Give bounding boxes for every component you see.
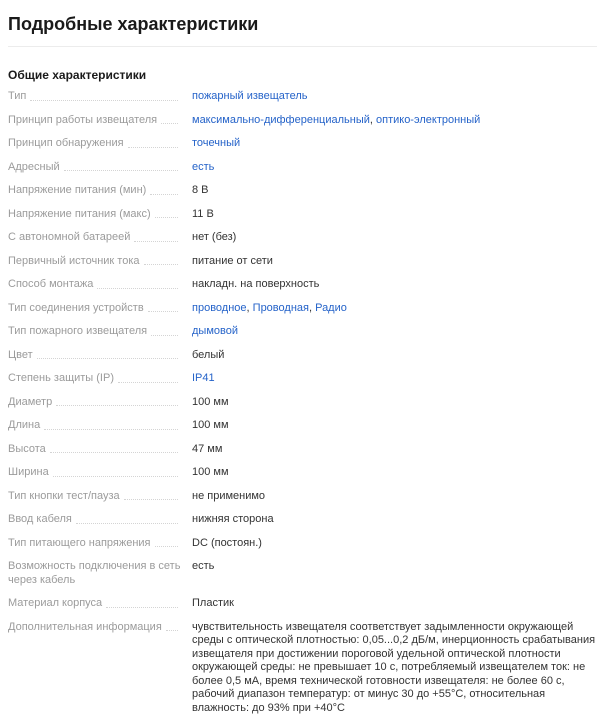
spec-label: Принцип обнаружения [8, 137, 124, 151]
spec-row [8, 114, 596, 128]
spec-value [192, 560, 596, 574]
spec-value-link[interactable]: максимально-дифференциальный [192, 114, 370, 126]
spec-row [8, 513, 596, 527]
spec-value [192, 349, 596, 363]
spec-value-link[interactable]: Проводная [253, 302, 309, 314]
spec-value-text: , [247, 302, 253, 314]
spec-row [8, 621, 596, 715]
spec-value-text: не применимо [192, 490, 265, 502]
spec-value [192, 231, 596, 245]
spec-row [8, 443, 596, 457]
dotted-leader [44, 429, 178, 430]
spec-value [192, 137, 596, 151]
spec-label-wrap [8, 184, 184, 198]
spec-value [192, 466, 596, 480]
spec-value [192, 513, 596, 527]
spec-label-wrap [8, 560, 184, 587]
page-title: Подробные характеристики [8, 12, 596, 36]
dotted-leader [155, 546, 178, 547]
spec-value-text: 47 мм [192, 443, 222, 455]
spec-label: Возможность подключения в сеть через кабель [8, 560, 184, 587]
spec-label-wrap [8, 278, 184, 292]
spec-value-link[interactable]: IP41 [192, 372, 215, 384]
spec-row [8, 90, 596, 104]
spec-label-wrap [8, 231, 184, 245]
spec-value [192, 184, 596, 198]
spec-label-wrap [8, 513, 184, 527]
spec-value [192, 621, 596, 715]
spec-label: Способ монтажа [8, 278, 93, 292]
spec-value-text: есть [192, 560, 214, 572]
spec-label: Диаметр [8, 396, 52, 410]
spec-label: Ввод кабеля [8, 513, 72, 527]
spec-label-wrap [8, 255, 184, 269]
spec-row [8, 302, 596, 316]
spec-value [192, 597, 596, 611]
spec-row [8, 161, 596, 175]
spec-row [8, 466, 596, 480]
spec-row [8, 560, 596, 587]
spec-value-text: , [370, 114, 376, 126]
spec-label-wrap [8, 537, 184, 551]
spec-label: Материал корпуса [8, 597, 102, 611]
spec-value-text: 8 В [192, 184, 209, 196]
spec-value [192, 302, 596, 316]
dotted-leader [166, 630, 178, 631]
spec-value-text: накладн. на поверхность [192, 278, 319, 290]
spec-label: С автономной батареей [8, 231, 130, 245]
spec-label: Тип пожарного извещателя [8, 325, 147, 339]
dotted-leader [97, 288, 178, 289]
spec-value [192, 325, 596, 339]
dotted-leader [151, 335, 178, 336]
spec-row [8, 231, 596, 245]
spec-value [192, 161, 596, 175]
dotted-leader [148, 311, 178, 312]
spec-label: Длина [8, 419, 40, 433]
spec-row [8, 396, 596, 410]
spec-value-link[interactable]: есть [192, 161, 214, 173]
spec-value-link[interactable]: дымовой [192, 325, 238, 337]
spec-value [192, 372, 596, 386]
spec-label-wrap [8, 90, 184, 104]
spec-value-text: 100 мм [192, 419, 229, 431]
spec-value-text: DC (постоян.) [192, 537, 262, 549]
spec-row [8, 184, 596, 198]
spec-value-link[interactable]: оптико-электронный [376, 114, 480, 126]
spec-value-text: нет (без) [192, 231, 236, 243]
spec-value [192, 255, 596, 269]
spec-row [8, 537, 596, 551]
spec-value-link[interactable]: точечный [192, 137, 240, 149]
spec-row [8, 137, 596, 151]
spec-label-wrap [8, 161, 184, 175]
spec-label: Тип кнопки тест/пауза [8, 490, 120, 504]
spec-label: Напряжение питания (макс) [8, 208, 151, 222]
spec-label: Тип соединения устройств [8, 302, 144, 316]
spec-row [8, 325, 596, 339]
dotted-leader [106, 607, 178, 608]
spec-label-wrap [8, 396, 184, 410]
divider [8, 46, 597, 47]
dotted-leader [37, 358, 178, 359]
spec-label-wrap [8, 490, 184, 504]
spec-row [8, 372, 596, 386]
spec-row [8, 597, 596, 611]
dotted-leader [64, 170, 178, 171]
spec-label-wrap [8, 302, 184, 316]
spec-label: Адресный [8, 161, 60, 175]
spec-value-text: нижняя сторона [192, 513, 274, 525]
dotted-leader [128, 147, 178, 148]
spec-value [192, 208, 596, 222]
dotted-leader [124, 499, 178, 500]
section-title: Общие характеристики [8, 68, 596, 82]
spec-value [192, 90, 596, 104]
spec-label-wrap [8, 466, 184, 480]
dotted-leader [144, 264, 178, 265]
spec-value-link[interactable]: Радио [315, 302, 347, 314]
spec-value-text: 11 В [192, 208, 214, 220]
spec-label-wrap [8, 114, 184, 128]
spec-label-wrap [8, 325, 184, 339]
spec-label-wrap [8, 621, 184, 635]
spec-label-wrap [8, 137, 184, 151]
spec-label: Принцип работы извещателя [8, 114, 157, 128]
spec-value-text: чувствительность извещателя соответствует задымленности окружающей среды с оптической плотностью: 0,05...0,2 дБ/м, инерционность срабатывания извещателя при достижении пороговой удельной оптической плотности окружающей среды: не превышает 10 с, потребляемый извещателем ток: не более 0,5 мА, время технической готовности извещателя: не более 60 с, рабочий диапазон температур: от минус 30 до +55°С, относительная влажность: до 93% при +40°С [192, 621, 595, 714]
dotted-leader [150, 194, 178, 195]
spec-row [8, 490, 596, 504]
dotted-leader [155, 217, 178, 218]
spec-value-text: , [309, 302, 315, 314]
dotted-leader [118, 382, 178, 383]
spec-label-wrap [8, 597, 184, 611]
spec-value-link[interactable]: пожарный извещатель [192, 90, 308, 102]
spec-value [192, 419, 596, 433]
spec-value-text: Пластик [192, 597, 234, 609]
spec-label: Ширина [8, 466, 49, 480]
spec-value [192, 443, 596, 457]
spec-value [192, 537, 596, 551]
spec-label-wrap [8, 443, 184, 457]
spec-label: Цвет [8, 349, 33, 363]
spec-value [192, 396, 596, 410]
spec-label: Напряжение питания (мин) [8, 184, 146, 198]
spec-row [8, 349, 596, 363]
spec-row [8, 208, 596, 222]
spec-value-text: питание от сети [192, 255, 273, 267]
spec-value [192, 278, 596, 292]
spec-value-text: белый [192, 349, 224, 361]
spec-row [8, 278, 596, 292]
spec-label-wrap [8, 349, 184, 363]
spec-label: Дополнительная информация [8, 621, 162, 635]
spec-label: Тип питающего напряжения [8, 537, 151, 551]
spec-label: Степень защиты (IP) [8, 372, 114, 386]
spec-label-wrap [8, 419, 184, 433]
spec-value-text: 100 мм [192, 396, 229, 408]
spec-label: Высота [8, 443, 46, 457]
spec-label: Первичный источник тока [8, 255, 140, 269]
spec-row [8, 419, 596, 433]
spec-label-wrap [8, 372, 184, 386]
dotted-leader [50, 452, 178, 453]
dotted-leader [134, 241, 178, 242]
spec-value-text: 100 мм [192, 466, 229, 478]
spec-value [192, 114, 596, 128]
dotted-leader [30, 100, 178, 101]
spec-value [192, 490, 596, 504]
dotted-leader [161, 123, 178, 124]
dotted-leader [53, 476, 178, 477]
spec-value-link[interactable]: проводное [192, 302, 247, 314]
spec-label-wrap [8, 208, 184, 222]
spec-row [8, 255, 596, 269]
spec-label: Тип [8, 90, 26, 104]
spec-rows [8, 90, 596, 715]
dotted-leader [76, 523, 178, 524]
dotted-leader [56, 405, 178, 406]
